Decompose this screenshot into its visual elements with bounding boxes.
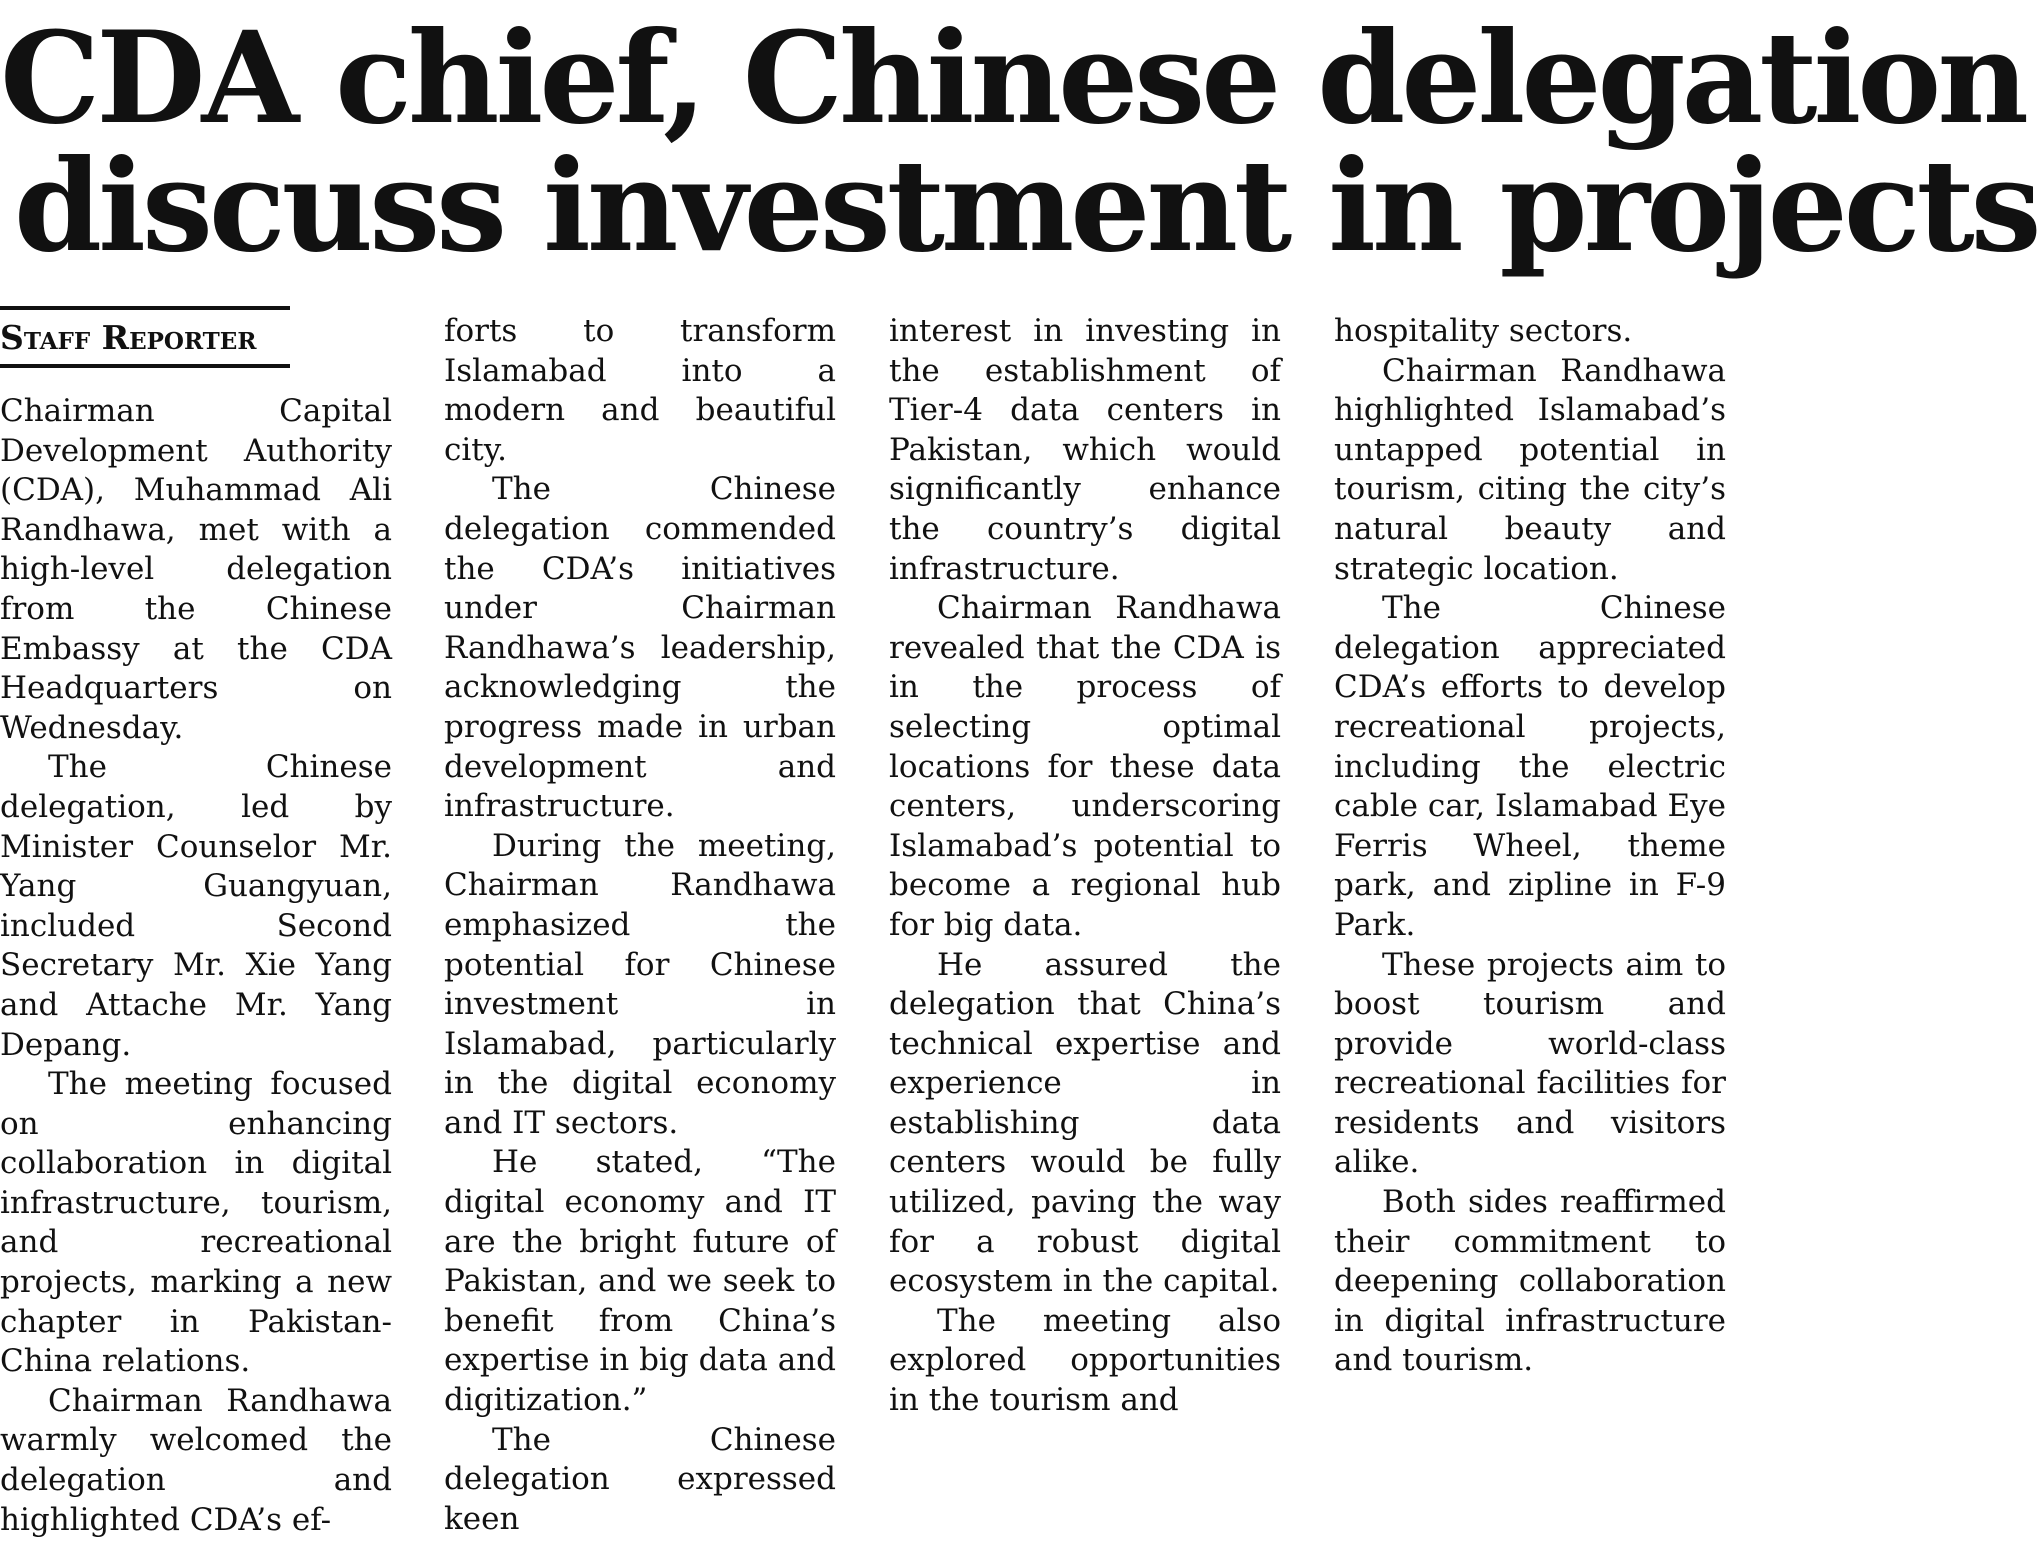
paragraph: The Chinese delegation appreciated CDA’s efforts to develop recreational projects, including the electric cable car, Islamabad Eye Ferris Wheel, theme park, and zipline in F-9 Park. — [1334, 590, 1726, 943]
paragraph: The meeting focused on enhancing collaboration in digital infrastructure, tourism, and recreational projects, marking a new chapter in Pakistan-China relations. — [0, 1066, 392, 1380]
paragraph: During the meeting, Chairman Randhawa emphasized the potential for Chinese investment in Islamabad, particularly in the digital economy and IT sectors. — [444, 827, 836, 1141]
paragraph: interest in investing in the establishment of Tier-4 data centers in Pakistan, which would significantly enhance the country’s digital infrastructure. — [889, 313, 1281, 587]
byline: Staff Reporter — [0, 306, 290, 368]
paragraph: Chairman Capital Development Authority (CDA), Muhammad Ali Randhawa, met with a high-level delegation from the Chinese Embassy at the CDA Headquarters on Wednesday. — [0, 393, 392, 746]
article-column-3 — [889, 312, 1281, 1421]
paragraph: He stated, “The digital economy and IT are the bright future of Pakistan, and we seek to benefit from China’s expertise in big data and digitization.” — [444, 1144, 836, 1419]
paragraph: The meeting also explored opportunities in the tourism and — [889, 1302, 1281, 1419]
paragraph: The Chinese delegation commended the CDA’s initiatives under Chairman Randhawa’s leadership, acknowledging the progress made in urban development and infrastructure. — [444, 471, 836, 825]
headline-line-2: discuss investment in projects — [14, 132, 2038, 280]
article-column-4 — [1334, 312, 1726, 1381]
paragraph: He assured the delegation that China’s technical expertise and experience in establishing data centers would be fully utilized, paving the way for a robust digital ecosystem in the capital. — [889, 946, 1281, 1300]
paragraph: The Chinese delegation expressed keen — [444, 1421, 836, 1537]
paragraph: Both sides reaffirmed their commitment to deepening collaboration in digital infrastructure and tourism. — [1334, 1184, 1726, 1379]
paragraph: These projects aim to boost tourism and provide world-class recreational facilities for residents and visitors alike. — [1334, 946, 1726, 1181]
paragraph: Chairman Randhawa highlighted Islamabad’s untapped potential in tourism, citing the city’s natural beauty and strategic location. — [1334, 352, 1726, 587]
paragraph: forts to transform Islamabad into a modern and beautiful city. — [444, 313, 836, 468]
paragraph: The Chinese delegation, led by Minister Counselor Mr. Yang Guangyuan, included Second Secretary Mr. Xie Yang and Attache Mr. Yang Depang. — [0, 749, 392, 1063]
article-column-1 — [0, 392, 392, 1540]
paragraph: hospitality sectors. — [1334, 313, 1633, 349]
paragraph: Chairman Randhawa warmly welcomed the delegation and highlighted CDA’s ef- — [0, 1382, 392, 1538]
headline — [0, 4, 2038, 280]
paragraph: Chairman Randhawa revealed that the CDA is in the process of selecting optimal locations for these data centers, underscoring Islamabad’s potential to become a regional hub for big data. — [889, 590, 1281, 943]
article-column-2 — [444, 312, 836, 1539]
headline-line-1: CDA chief, Chinese delegation — [0, 4, 2025, 152]
